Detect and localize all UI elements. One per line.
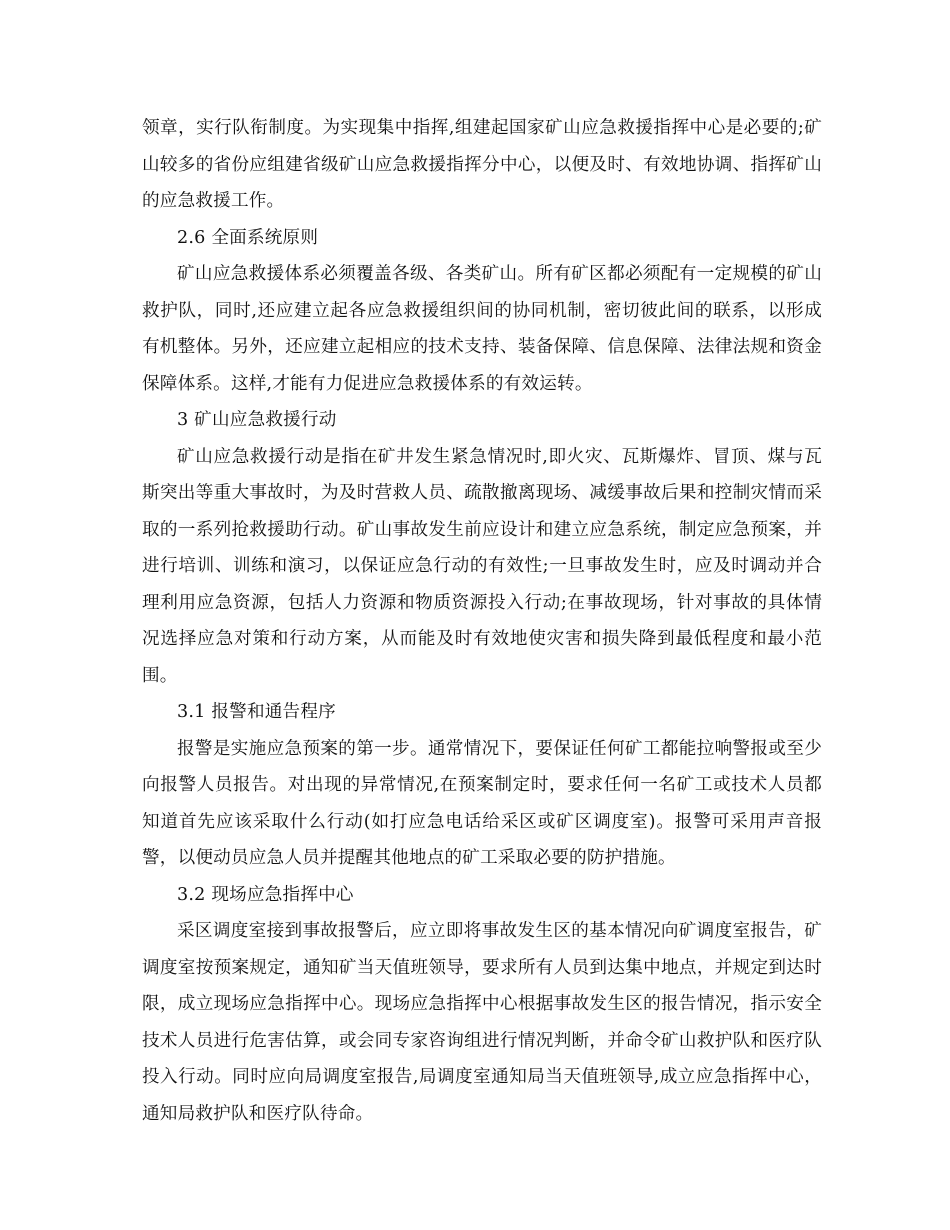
document-body: [142, 110, 822, 1132]
paragraph-command-structure: 领章，实行队衔制度。为实现集中指挥,组建起国家矿山应急救援指挥中心是必要的;矿山较多的省份应组建省级矿山应急救援指挥分中心，以便及时、有效地协调、指挥矿山的应急救援工作。: [142, 118, 822, 211]
section-heading-3-2: 3.2 现场应急指挥中心: [177, 884, 354, 905]
section-heading-3-1: 3.1 报警和通告程序: [177, 702, 336, 722]
paragraph-alarm-procedure: 报警是实施应急预案的第一步。通常情况下，要保证任何矿工都能拉响警报或至少向报警人员报告。对出现的异常情况,在预案制定时，要求任何一名矿工或技术人员都知道首先应该采取什么行动(如打应急电话给采区或矿区调度室)。报警可采用声音报警，以便动员应急人员并提醒其他地点的矿工采取必要的防护措施。: [142, 738, 822, 868]
section-heading-3: 3 矿山应急救援行动: [177, 410, 337, 430]
section-heading-2-6: 2.6 全面系统原则: [177, 227, 319, 248]
paragraph-comprehensive-principle: 矿山应急救援体系必须覆盖各级、各类矿山。所有矿区都必须配有一定规模的矿山救护队，同时,还应建立起各应急救援组织间的协同机制，密切彼此间的联系，以形成有机整体。另外，还应建立起相应的技术支持、装备保障、信息保障、法律法规和资金保障体系。这样,才能有力促进应急救援体系的有效运转。: [142, 264, 822, 394]
paragraph-rescue-action: 矿山应急救援行动是指在矿井发生紧急情况时,即火灾、瓦斯爆炸、冒顶、煤与瓦斯突出等重大事故时，为及时营救人员、疏散撤离现场、减缓事故后果和控制灾情而采取的一系列抢救援助行动。矿山事故发生前应设计和建立应急系统，制定应急预案，并进行培训、训练和演习，以保证应急行动的有效性;一旦事故发生时，应及时调动并合理利用应急资源，包括人力资源和物质资源投入行动;在事故现场，针对事故的具体情况选择应急对策和行动方案，从而能及时有效地使灾害和损失降到最低程度和最小范围。: [142, 446, 822, 686]
paragraph-onsite-command-center: 采区调度室接到事故报警后，应立即将事故发生区的基本情况向矿调度室报告，矿调度室按预案规定，通知矿当天值班领导，要求所有人员到达集中地点，并规定到达时限，成立现场应急指挥中心。现场应急指挥中心根据事故发生区的报告情况，指示安全技术人员进行危害估算，或会同专家咨询组进行情况判断，并命令矿山救护队和医疗队投入行动。同时应向局调度室报告,局调度室通知局当天值班领导,成立应急指挥中心，通知局救护队和医疗队待命。: [142, 921, 822, 1124]
